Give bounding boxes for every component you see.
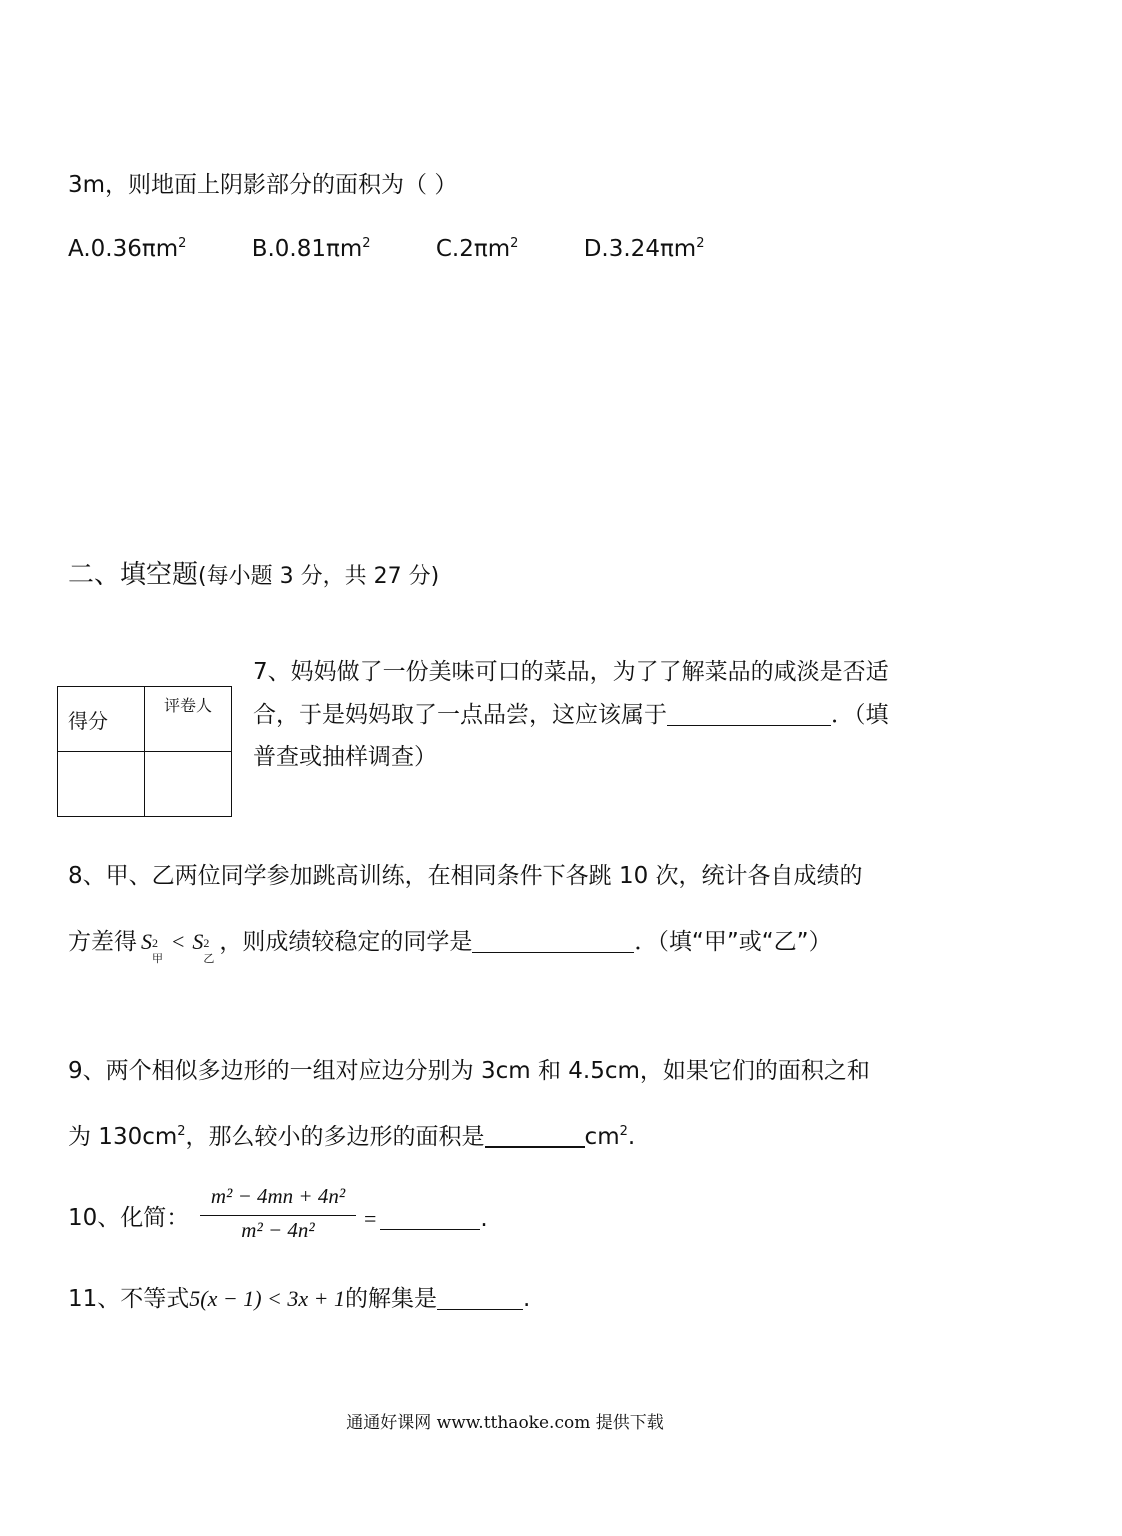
fraction-bar <box>200 1215 356 1216</box>
q7-answer-blank[interactable] <box>667 703 831 726</box>
q9-line2: 为 $130cm^2$，那么较小的多边形的面积是 $cm^2$. <box>68 1124 636 1150</box>
section-heading <box>68 558 439 594</box>
grader-label-cell: 评卷人 <box>145 687 232 752</box>
section-note: (每小题 3 分，共 27 分) <box>198 564 440 589</box>
q11-line: 11、不等式5(x − 1) < 3x + 1的解集是 . <box>68 1286 531 1312</box>
variance-inequality: S 2 甲 < S 2 乙 <box>141 929 215 965</box>
fraction-denominator: m² − 4n² <box>241 1218 315 1242</box>
page-footer: 通通好课网 www.tthaoke.com 提供下载 <box>346 1413 664 1433</box>
section-title: 二、填空题 <box>68 560 199 590</box>
option-c: $C.2\pi m^2$ <box>435 236 519 262</box>
option-d: $D.3.24\pi m^2$ <box>583 236 705 262</box>
q7-line2: 合，于是妈妈取了一点品尝，这应该属于 ．（填 <box>253 702 889 728</box>
fraction-numerator: m² − 4mn + 4n² <box>210 1184 346 1208</box>
score-table <box>57 686 232 817</box>
q7-line3: 普查或抽样调查） <box>253 744 437 770</box>
grader-value-cell[interactable] <box>145 752 232 817</box>
q6-continuation <box>68 170 457 200</box>
q10-answer-blank[interactable] <box>380 1207 480 1230</box>
score-label-cell: 得分 <box>58 687 145 752</box>
q9-line1: 9、两个相似多边形的一组对应边分别为 3cm 和 4.5cm，如果它们的面积之和 <box>68 1058 870 1084</box>
q6-text: 3m，则地面上阴影部分的面积为（ ） <box>68 172 458 198</box>
score-value-cell[interactable] <box>58 752 145 817</box>
inequality-expr: 5(x − 1) < 3x + 1 <box>189 1286 345 1311</box>
q11-answer-blank[interactable] <box>437 1287 523 1310</box>
q7-line1: 7、妈妈做了一份美味可口的菜品，为了了解菜品的咸淡是否适 <box>253 659 889 685</box>
q8-answer-blank[interactable] <box>472 930 634 953</box>
q10-answer: = . <box>364 1206 488 1232</box>
q9-answer-blank[interactable] <box>485 1124 585 1148</box>
q6-options <box>68 234 704 264</box>
q8-line1: 8、甲、乙两位同学参加跳高训练，在相同条件下各跳 10 次，统计各自成绩的 <box>68 863 863 889</box>
option-b: $B.0.81\pi m^2$ <box>251 236 371 262</box>
option-a: $A.0.36\pi m^2$ <box>68 236 187 262</box>
q8-line2: 方差得 S 2 甲 < S 2 乙 ，则成绩较稳定的同学是 ．（填“甲”或“乙”） <box>68 929 832 965</box>
q10-label: 10、化简： <box>68 1205 190 1231</box>
